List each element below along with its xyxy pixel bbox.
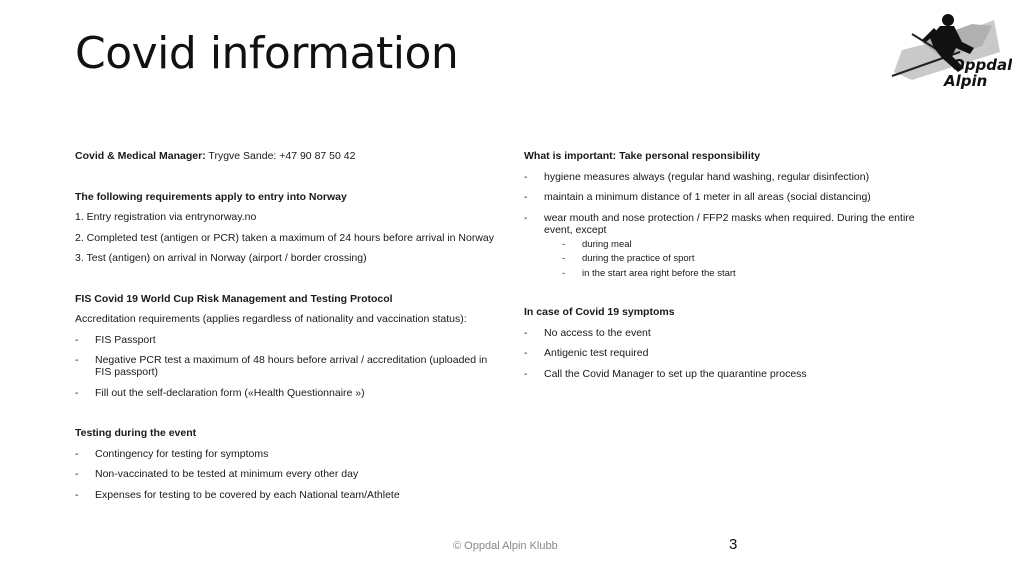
accreditation-text: Accreditation requirements (applies regardless of nationality and vaccination status): [75, 313, 467, 325]
sub-list-item: - during meal [562, 238, 632, 250]
list-item: - wear mouth and nose protection / FFP2 masks when required. During the entire event, except [524, 211, 915, 236]
list-item: - FIS Passport [75, 333, 156, 346]
entry-item: 2. Completed test (antigen or PCR) taken a maximum of 24 hours before arrival in Norway [75, 231, 495, 244]
list-item: - No access to the event [524, 326, 651, 339]
left-column [75, 150, 495, 509]
list-item: - hygiene measures always (regular hand washing, regular disinfection) [524, 170, 870, 183]
right-column [524, 150, 934, 388]
sub-list-item: - during the practice of sport [562, 253, 695, 264]
page-number: 3 [729, 536, 738, 553]
skier-logo-icon [882, 12, 1012, 94]
list-item: - Fill out the self-declaration form («Health Questionnaire ») [75, 386, 365, 399]
list-item: - Contingency for testing for symptoms [75, 447, 269, 460]
list-item: - Non-vaccinated to be tested at minimum every other day [75, 468, 359, 480]
medical-manager-line [75, 150, 495, 162]
list-item: - Call the Covid Manager to set up the quarantine process [524, 367, 807, 380]
manager-label: Covid & Medical Manager: [75, 150, 206, 162]
symptoms-heading: In case of Covid 19 symptoms [524, 306, 675, 318]
footer-copyright: © Oppdal Alpin Klubb [453, 540, 558, 552]
entry-heading: The following requirements apply to entry into Norway [75, 190, 347, 203]
sub-list-item: - in the start area right before the start [562, 267, 736, 279]
svg-text:Alpin: Alpin [944, 72, 988, 90]
slide-title: Covid information [75, 28, 459, 79]
oppdal-alpin-logo [882, 12, 1012, 94]
list-item: - maintain a minimum distance of 1 meter in all areas (social distancing) [524, 191, 871, 203]
list-item: - Expenses for testing to be covered by each National team/Athlete [75, 488, 400, 501]
entry-item: 1. Entry registration via entrynorway.no [75, 211, 257, 223]
responsibility-heading: What is important: Take personal responsibility [524, 150, 761, 162]
entry-item: 3. Test (antigen) on arrival in Norway (airport / border crossing) [75, 252, 367, 264]
list-item: - Negative PCR test a maximum of 48 hours before arrival / accreditation (uploaded in FIS passport) [75, 354, 488, 378]
manager-value: Trygve Sande: +47 90 87 50 42 [205, 150, 356, 162]
list-item: - Antigenic test required [524, 347, 649, 359]
svg-text:Oppdal: Oppdal [952, 56, 1012, 74]
testing-heading: Testing during the event [75, 427, 197, 439]
fis-protocol-heading: FIS Covid 19 World Cup Risk Management and Testing Protocol [75, 292, 393, 305]
